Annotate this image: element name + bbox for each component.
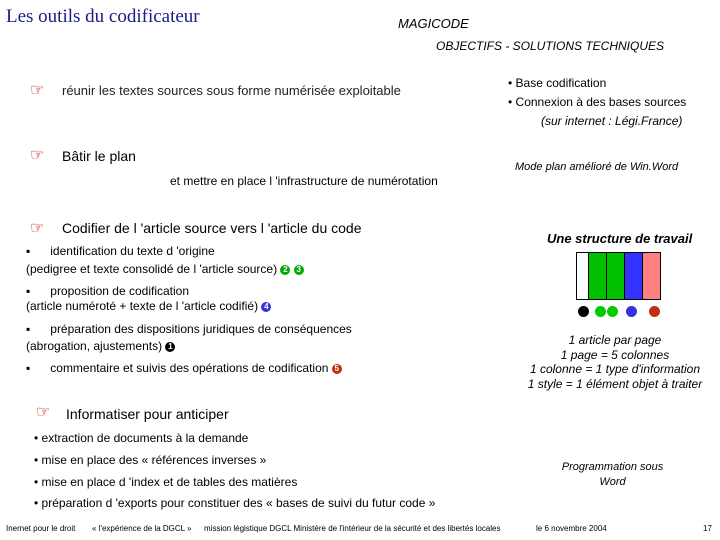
column-dot [595,306,606,317]
solution-4: Programmation sous Word [561,461,664,488]
pointing-hand-icon: ☞ [30,147,45,164]
inform-item: • mise en place d 'index et de tables des matières [34,475,298,489]
footer-source: Inernet pour le droit [6,524,76,533]
column-2 [588,252,607,300]
pointing-hand-icon: ☞ [30,82,45,99]
objective-2: Bâtir le plan [62,148,136,164]
pointing-hand-icon: ☞ [36,404,51,421]
codify-item: ▪ proposition de codification [26,284,190,298]
objective-3: Codifier de l 'article source vers l 'article du code [62,220,362,236]
codify-item-detail: (article numéroté + texte de l 'article codifié) 4 [26,299,271,313]
inform-item: • mise en place des « références inverses » [34,453,267,467]
codify-item-detail: (pedigree et texte consolidé de l 'article source) 2 3 [26,262,304,276]
column-3 [606,252,625,300]
solution-1: • Base codification [508,76,607,90]
codify-item: ▪ identification du texte d 'origine [26,244,215,258]
footer-date: le 6 novembre 2004 [536,524,607,533]
column-5 [642,252,661,300]
codify-item: ▪ préparation des dispositions juridiques de conséquences [26,322,352,336]
column-dot [607,306,618,317]
inform-item: • extraction de documents à la demande [34,431,249,445]
pointing-hand-icon: ☞ [30,220,45,237]
codify-item: ▪ commentaire et suivis des opérations de codification 5 [26,361,342,375]
page-number: 17 [703,524,712,533]
solution-1: • Connexion à des bases sources [508,95,687,109]
objective-4: Informatiser pour anticiper [66,406,229,422]
solution-2: Mode plan amélioré de Win.Word [515,161,679,173]
footer-mission: mission légistique DGCL Ministère de l'intérieur de la sécurité et des libertés locales [204,524,501,533]
column-4 [624,252,643,300]
subtitle: OBJECTIFS - SOLUTIONS TECHNIQUES [436,39,665,53]
column-dot [626,306,637,317]
column-dot [578,306,589,317]
page-title: Les outils du codificateur [6,6,200,27]
solution-3-title: Une structure de travail [547,231,693,246]
column-dot [649,306,660,317]
codify-item-detail: (abrogation, ajustements) 1 [26,339,175,353]
footer-quote: « l'expérience de la DGCL » [92,524,192,533]
solution-1: (sur internet : Légi.France) [541,114,683,128]
structure-description: 1 article par page 1 page = 5 colonnes 1 colonne = 1 type d'information 1 style = 1 élément objet à traiter [527,333,703,391]
brand: MAGICODE [398,16,469,31]
objective-1: réunir les textes sources sous forme numérisée exploitable [62,83,401,98]
inform-item: • préparation d 'exports pour constituer des « bases de suivi du futur code » [34,496,436,510]
objective-2-sub: et mettre en place l 'infrastructure de numérotation [170,174,438,188]
